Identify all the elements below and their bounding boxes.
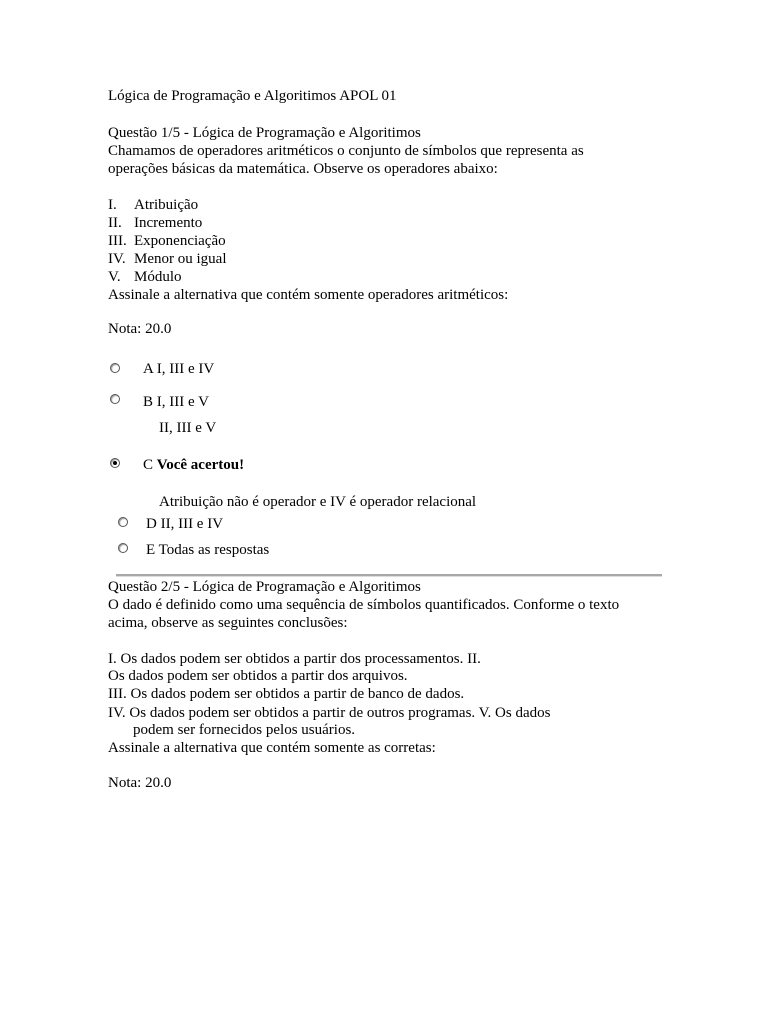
- item-text: Menor ou igual: [134, 251, 227, 267]
- correct-feedback: Você acertou!: [156, 457, 245, 473]
- option-b-extra-text: II, III e V: [159, 420, 217, 436]
- option-e-label: E Todas as respostas: [146, 542, 270, 558]
- question-2-line-3: III. Os dados podem ser obtidos a partir de banco de dados.: [108, 686, 465, 702]
- option-c-explanation: Atribuição não é operador e IV é operador relacional: [159, 494, 477, 510]
- question-2-line-5: podem ser fornecidos pelos usuários.: [133, 722, 356, 738]
- question-2-line-4: IV. Os dados podem ser obtidos a partir de outros programas. V. Os dados: [108, 705, 551, 721]
- question-divider: [116, 574, 662, 577]
- item-number: V.: [108, 269, 121, 285]
- item-number: I.: [108, 197, 117, 213]
- question-1-heading: Questão 1/5 - Lógica de Programação e Algoritimos: [108, 125, 421, 141]
- item-number: III.: [108, 233, 127, 249]
- question-2-heading: Questão 2/5 - Lógica de Programação e Algoritimos: [108, 579, 421, 595]
- question-1-grade: Nota: 20.0: [108, 321, 172, 337]
- question-2-grade: Nota: 20.0: [108, 775, 172, 791]
- item-number: IV.: [108, 251, 126, 267]
- option-b-label: B I, III e V: [143, 394, 209, 410]
- item-text: Incremento: [134, 215, 203, 231]
- option-b-radio[interactable]: [110, 394, 120, 404]
- question-1-statement-line-2: operações básicas da matemática. Observe os operadores abaixo:: [108, 161, 498, 177]
- option-d-label: D II, III e IV: [146, 516, 224, 532]
- question-1-prompt: Assinale a alternativa que contém somente operadores aritméticos:: [108, 287, 509, 303]
- option-d-radio[interactable]: [118, 517, 128, 527]
- option-c-radio-selected[interactable]: [110, 458, 120, 468]
- question-1-statement-line-1: Chamamos de operadores aritméticos o conjunto de símbolos que representa as: [108, 143, 584, 159]
- option-a-label: A I, III e IV: [143, 361, 215, 377]
- option-c-letter: C: [143, 457, 157, 473]
- question-2-prompt: Assinale a alternativa que contém somente as corretas:: [108, 740, 436, 756]
- option-e-radio[interactable]: [118, 543, 128, 553]
- option-c-label: [143, 456, 244, 474]
- question-2-line-1: I. Os dados podem ser obtidos a partir dos processamentos. II.: [108, 651, 481, 667]
- question-2-line-2: Os dados podem ser obtidos a partir dos arquivos.: [108, 668, 408, 684]
- document-title: Lógica de Programação e Algoritimos APOL 01: [108, 88, 397, 104]
- question-2-statement-line-1: O dado é definido como uma sequência de símbolos quantificados. Conforme o texto: [108, 597, 620, 613]
- item-number: II.: [108, 215, 122, 231]
- option-a-radio[interactable]: [110, 363, 120, 373]
- item-text: Módulo: [134, 269, 182, 285]
- item-text: Exponenciação: [134, 233, 226, 249]
- item-text: Atribuição: [134, 197, 199, 213]
- question-2-statement-line-2: acima, observe as seguintes conclusões:: [108, 615, 348, 631]
